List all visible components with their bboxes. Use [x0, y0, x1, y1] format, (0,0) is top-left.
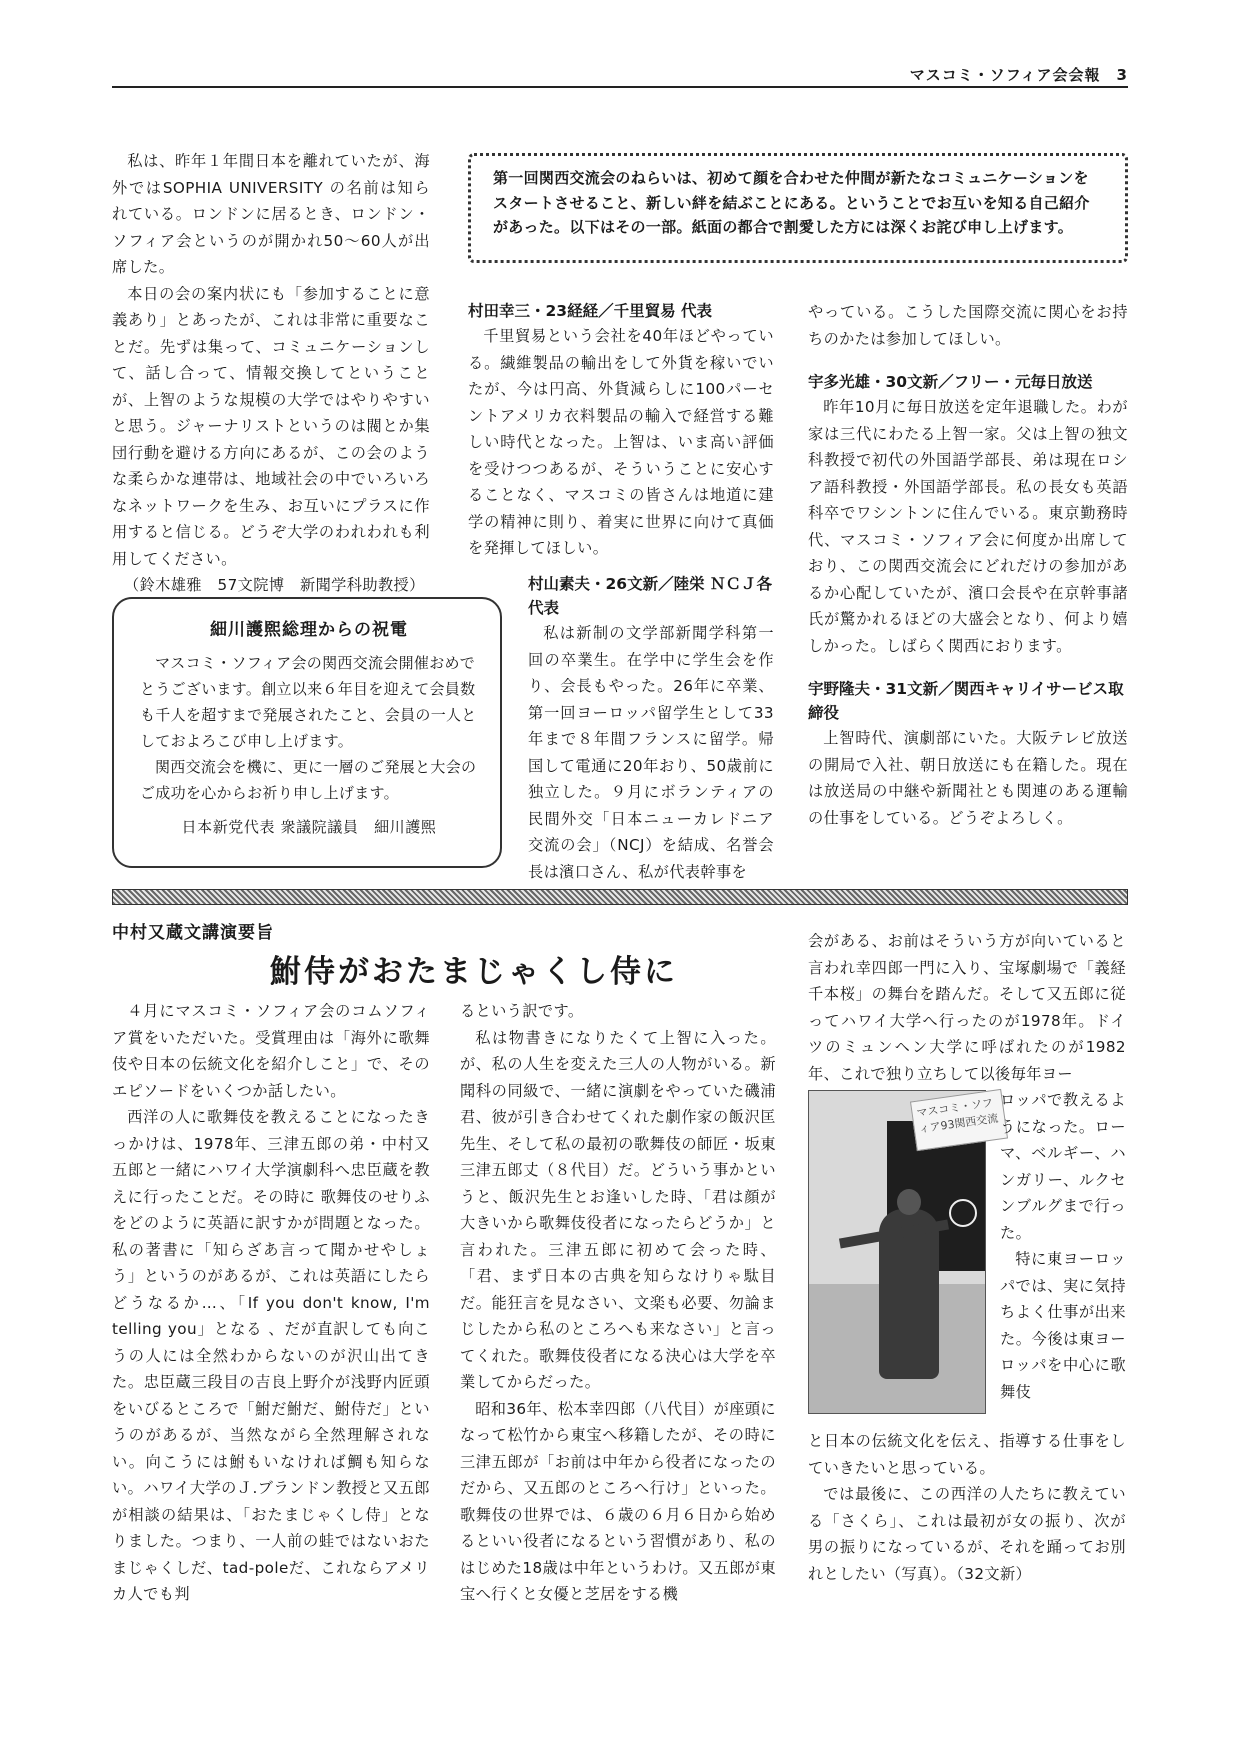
paragraph: では最後に、この西洋の人たちに教えている「さくら」、これは最初が女の振り、次が男の振りになっているが、それを踊ってお別れとしたい（写真）。（32文新） — [808, 1485, 1126, 1583]
header-title: マスコミ・ソフィア会会報 3 — [909, 66, 1128, 84]
intro-text — [808, 394, 1128, 659]
intro-murata — [468, 299, 774, 562]
byline: （鈴木雄雅 57文院博 新聞学科助教授） — [124, 576, 425, 594]
article-column-3-bottom — [808, 1428, 1126, 1587]
photo-sign: マスコミ・ソフィア93関西交流 — [910, 1089, 1008, 1151]
paragraph: 上智時代、演劇部にいた。大阪テレビ放送の開局で入社、朝日放送にも在籍した。現在は放送局の中継や新聞社とも関連のある運輸の仕事をしている。どうぞよろしく。 — [808, 729, 1128, 827]
photo-emblem — [949, 1199, 977, 1227]
performance-photo — [808, 1090, 1000, 1414]
continuation-text — [808, 299, 1128, 352]
paragraph: やっている。こうした国際交流に関心をお持ちのかたは参加してほしい。 — [808, 303, 1128, 348]
telegram-box — [112, 597, 502, 868]
section-divider — [112, 889, 1128, 905]
paragraph: ロッパで教えるようになった。ローマ、ベルギー、ハンガリー、ルクセンブルグまで行った。 — [1000, 1091, 1126, 1242]
paragraph: 本日の会の案内状にも「参加することに意義あり」とあったが、これは非常に重要なことだ。先ずは集って、コミュニケーションして、話し合って、情報交換してということが、上智のような規模の大学ではやりやすいと思う。ジャーナリストというのは閥とか集団行動を避ける方向にあるが、この会のような柔らかな連帯は、地域社会の中でいろいろなネットワークを生み、お互いにプラスに作用すると信じる。どうぞ大学のわれわれも利用してください。 — [112, 284, 430, 568]
paragraph: 昨年10月に毎日放送を定年退職した。わが家は三代にわたる上智一家。父は上智の独文科教授で初代の外国語学部長、弟は現在ロシア語科教授・外国語学部長。私の長女も英語科卒でワシントンに住んでいる。東京勤務時代、マスコミ・ソフィア会に何度か出席しており、この関西交流会にどれだけの参加があるか心配していたが、濱口会長や在京幹事諸氏が驚かれるほどの大盛会となり、何より嬉しかった。しばらく関西におります。 — [808, 398, 1128, 655]
paragraph: 千里貿易という会社を40年ほどやっている。繊維製品の輸出をして外貨を稼いでいたが、今は円高、外貨減らしに100パーセントアメリカ衣料製品の輸入で経営する難しい時代となった。上智は、いま高い評価を受けつつあるが、そういうことに安心することなく、マスコミの皆さんは地道に建学の精神に則り、着実に世界に向けて真価を発揮してほしい。 — [468, 327, 774, 557]
paragraph: 西洋の人に歌舞伎を教えることになったきっかけは、1978年、三津五郎の弟・中村又五郎と一緒にハワイ大学演劇科へ忠臣蔵を教えに行ったことだ。その時に 歌舞伎のせりふをどのように英語に訳すかが問題となった。私の著書に「知らざあ言って聞かせやしょう」というのがあるが、これは英語にしたらどうなるか…、「If you don't know, I'm telling you」となる 、だが直訳しても向こうの人には全然わからないのが沢山出てきた。忠臣蔵三段目の吉良上野介が浅野内匠頭をいびるところで「鮒だ鮒だ、鮒侍だ」というのがあるが、当然ながら全然理解されない。向こうには鮒もいなければ鯛も知らない。ハワイ大学のＪ.ブランドン教授と又五郎が相談の結果は、「おたまじゃくし侍」となりました。つまり、一人前の蛙ではないおたまじゃくしだ、tad-poleだ、これならアメリカ人でも判 — [112, 1108, 430, 1603]
photo-dancer-head — [897, 1189, 921, 1215]
paragraph: 特に東ヨーロッパでは、実に気持ちよく仕事が出来た。今後は東ヨーロッパを中心に歌舞伎 — [1000, 1250, 1126, 1401]
paragraph: 会がある、お前はそういう方が向いていると言われ幸四郎一門に入り、宝塚劇場で「義経千本桜」の舞台を踏んだ。そして又五郎に従ってハワイ大学へ行ったのが1978年。ドイツのミュンヘン大学に呼ばれたのが1982年、これで独り立ちして以後毎年ヨー — [808, 932, 1126, 1083]
notice-box — [468, 153, 1128, 263]
paragraph: 私は新制の文学部新聞学科第一回の卒業生。在学中に学生会を作り、会長もやった。26年に卒業、第一回ヨーロッパ留学生として33年まで８年間フランスに留学。帰国して電通に20年おり、50歳前に独立した。９月にボランティアの民間外交「日本ニューカレドニア交流の会」（NCJ）を結成、名誉会長は濱口さん、私が代表幹事を — [528, 624, 774, 881]
article-column-2 — [460, 998, 776, 1608]
telegram-body — [140, 650, 478, 806]
notice-text: 第一回関西交流会のねらいは、初めて顔を合わせた仲間が新たなコミュニケーションをスタートさせること、新しい絆を結ぶことにある。ということでお互いを知る自己紹介があった。以下はその一部。紙面の都合で割愛した方には深くお詫び申し上げます。 — [493, 169, 1090, 236]
article-kicker: 中村又蔵文講演要旨 — [112, 923, 274, 943]
intro-text — [808, 725, 1128, 831]
paragraph: るという訳です。 — [460, 1002, 584, 1020]
paragraph: 昭和36年、松本幸四郎（八代目）が座頭になって松竹から東宝へ移籍したが、その時に三津五郎が「お前は中年から役者になったのだから、又五郎のところへ行け」といった。歌舞伎の世界では、６歳の６月６日から始めるといい役者になるという習慣があり、私のはじめた18歳は中年というわけ。又五郎が東宝へ行くと女優と芝居をする機 — [460, 1399, 776, 1603]
header-rule — [112, 86, 1128, 88]
intro-name: 村山素夫・26文新／陸栄 ＮＣＪ各代表 — [528, 575, 772, 617]
telegram-signature: 日本新党代表 衆議院議員 細川護煕 — [181, 818, 437, 836]
intro-name: 宇野隆夫・31文新／関西キャリイサービス取締役 — [808, 680, 1124, 722]
paragraph: 関西交流会を機に、更に一層のご発展と大会のご成功を心からお祈り申し上げます。 — [140, 758, 477, 802]
paragraph: 私は、昨年１年間日本を離れていたが、海外ではSOPHIA UNIVERSITY の名前は知られている。ロンドンに居るとき、ロンドン・ソフィア会というのが開かれ50〜60人が出席した。 — [112, 152, 430, 276]
article-title: 鮒侍がおたまじゃくし侍に — [270, 954, 678, 990]
paragraph: 私は物書きになりたくて上智に入った。が、私の人生を変えた三人の人物がいる。新聞科の同級で、一緒に演劇をやっていた磯浦君、彼が引き合わせてくれた劇作家の飯沢匡先生、そして私の最初の歌舞伎の師匠・坂東三津五郎丈（８代目）だ。どういう事かというと、飯沢先生とお逢いした時、「君は顔が大きいから歌舞伎役者になったらどうか」と言われた。三津五郎に初めて会った時、「君、まず日本の古典を知らなけりゃ駄目だ。能狂言を見なさい、文楽も必要、勿論まじしたから私のところへも来なさい」と言ってくれた。歌舞伎役者になる決心は大学を卒業してからだった。 — [460, 1028, 776, 1391]
paragraph: と日本の伝統文化を伝え、指導する仕事をしていきたいと思っている。 — [808, 1432, 1126, 1477]
article-column-3-wrap — [1000, 1087, 1126, 1405]
intro-name: 村田幸三・23経経／千里貿易 代表 — [468, 302, 712, 320]
paragraph: マスコミ・ソフィア会の関西交流会開催おめでとうございます。創立以来６年目を迎えて会員数も千人を超すまで発展されたこと、会員の一人としておよろこび申し上げます。 — [140, 654, 477, 750]
intro-name: 宇多光雄・30文新／フリー・元毎日放送 — [808, 373, 1093, 391]
telegram-title: 細川護煕総理からの祝電 — [210, 620, 408, 640]
intro-text — [528, 620, 774, 885]
paragraph: ４月にマスコミ・ソフィア会のコムソフィア賞をいただいた。受賞理由は「海外に歌舞伎や日本の伝統文化を紹介しこと」で、そのエピソードをいくつか話したい。 — [112, 1002, 430, 1100]
intro-murayama — [528, 572, 774, 885]
intro-text — [468, 323, 774, 562]
article-column-3-top — [808, 928, 1126, 1087]
article-column-1 — [112, 998, 430, 1608]
column-3-top — [808, 299, 1128, 831]
column-1-text — [112, 148, 430, 599]
